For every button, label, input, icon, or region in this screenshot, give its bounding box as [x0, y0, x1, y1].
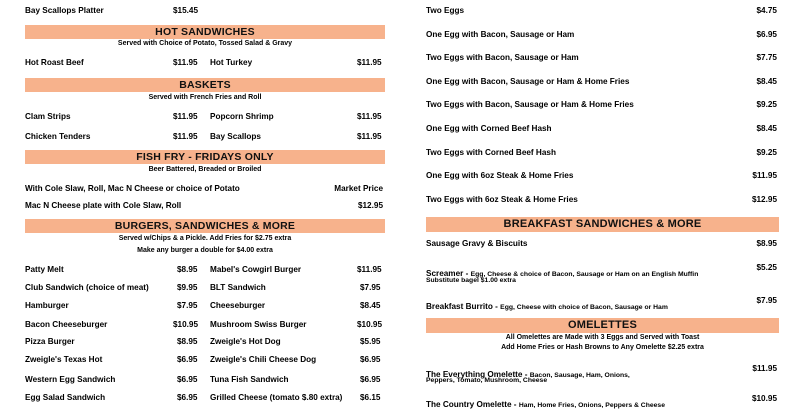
menu-item-name: Hot Roast Beef	[25, 58, 84, 67]
menu-item-price: $6.95	[177, 375, 198, 384]
menu-item-description: Bacon, Sausage, Ham, Onions,	[529, 372, 630, 379]
menu-item-name: The Country Omelette -	[426, 400, 519, 409]
menu-item-price: $6.95	[360, 355, 381, 364]
menu-item-name: Two Eggs with Corned Beef Hash	[426, 148, 556, 157]
section-subtitle: Add Home Fries or Hash Browns to Any Omelette $2.25 extra	[501, 344, 704, 351]
menu-item-price: $11.95	[357, 265, 382, 274]
menu-item-breakfast-burrito	[426, 296, 741, 314]
menu-item-price: $7.95	[756, 296, 777, 305]
menu-item-name: One Egg with Bacon, Sausage or Ham & Home Fries	[426, 77, 630, 86]
menu-item-price: $8.45	[756, 124, 777, 133]
menu-item-price: $11.95	[752, 364, 777, 373]
section-subtitle: All Omelettes are Made with 3 Eggs and Served with Toast	[505, 334, 700, 341]
menu-item-price: $12.95	[357, 201, 383, 210]
menu-item-name: Mac N Cheese plate with Cole Slaw, Roll	[25, 201, 182, 210]
menu-item-price: $8.95	[177, 265, 198, 274]
menu-item-name: Zweigle's Texas Hot	[25, 355, 103, 364]
menu-item-country-omelette	[426, 394, 741, 412]
menu-item-price: $11.95	[173, 132, 198, 141]
menu-item-name: Two Eggs with 6oz Steak & Home Fries	[426, 195, 578, 204]
menu-item-name: Breakfast Burrito -	[426, 302, 501, 311]
section-subtitle: Served with Choice of Potato, Tossed Salad & Gravy	[117, 40, 293, 47]
menu-item-name: Two Eggs with Bacon, Sausage or Ham	[426, 53, 579, 62]
section-header-hot-sandwiches: HOT SANDWICHES	[25, 25, 385, 39]
menu-item-name: Patty Melt	[25, 265, 64, 274]
menu-item-name: Hot Turkey	[210, 58, 253, 67]
menu-item-name: Clam Strips	[25, 112, 71, 121]
menu-item-price: $15.45	[173, 6, 199, 15]
menu-item-price: $11.95	[357, 58, 382, 67]
menu-item-price: $8.95	[756, 239, 777, 248]
menu-item-description: Ham, Home Fries, Onions, Peppers & Cheese	[518, 402, 665, 409]
menu-item-name: Hamburger	[25, 301, 69, 310]
menu-item-name: Tuna Fish Sandwich	[210, 375, 289, 384]
menu-item-price: $7.75	[756, 53, 777, 62]
menu-item-name: Bay Scallops Platter	[25, 6, 104, 15]
menu-item-name: Popcorn Shrimp	[210, 112, 274, 121]
menu-item-price: $6.15	[360, 393, 381, 402]
menu-item-price: $7.95	[360, 283, 381, 292]
menu-item-price: $10.95	[173, 320, 199, 329]
menu-item-price: $7.95	[177, 301, 198, 310]
menu-item-name: Western Egg Sandwich	[25, 375, 116, 384]
menu-item-price: $5.95	[360, 337, 381, 346]
menu-item-name: Two Eggs with Bacon, Sausage or Ham & Home Fries	[426, 100, 634, 109]
menu-item-name: The Everything Omelette -	[426, 370, 530, 379]
menu-item-description: Egg, Cheese & choice of Bacon, Sausage or Ham on an English Muffin	[470, 271, 699, 278]
menu-item-name: One Egg with Bacon, Sausage or Ham	[426, 30, 575, 39]
menu-item-name: One Egg with 6oz Steak & Home Fries	[426, 171, 574, 180]
menu-item-name: Chicken Tenders	[25, 132, 91, 141]
menu-item-price: $11.95	[173, 58, 198, 67]
menu-item-price: $9.25	[756, 100, 777, 109]
menu-item-name: Bacon Cheeseburger	[25, 320, 108, 329]
menu-item-price: $9.95	[177, 283, 198, 292]
menu-item-name: BLT Sandwich	[210, 283, 266, 292]
menu-item-name: Egg Salad Sandwich	[25, 393, 106, 402]
menu-item-description: Peppers, Tomato, Mushroom, Cheese	[426, 377, 548, 384]
menu-item-name: Grilled Cheese (tomato $.80 extra)	[210, 393, 343, 402]
menu-item-name: Mushroom Swiss Burger	[210, 320, 307, 329]
menu-item-price: $10.95	[751, 394, 777, 403]
menu-item-name: Zweigle's Hot Dog	[210, 337, 281, 346]
menu-item-name: Screamer -	[426, 269, 471, 278]
menu-item-price: $11.95	[357, 132, 382, 141]
menu-item-price: $8.95	[177, 337, 198, 346]
section-header-fish-fry: FISH FRY - FRIDAYS ONLY	[25, 150, 385, 164]
menu-item-price: $11.95	[173, 112, 198, 121]
menu-item-name: Mabel's Cowgirl Burger	[210, 265, 302, 274]
section-subtitle: Served with French Fries and Roll	[148, 94, 262, 101]
section-subtitle: Make any burger a double for $4.00 extra	[137, 247, 273, 254]
menu-item-price: $6.95	[360, 375, 381, 384]
menu-item-price: $9.25	[756, 148, 777, 157]
menu-item-price: $6.95	[177, 393, 198, 402]
menu-item-name: Bay Scallops	[210, 132, 261, 141]
menu-item-name: Club Sandwich (choice of meat)	[25, 283, 149, 292]
menu-item-price: $11.95	[752, 171, 777, 180]
menu-item-name: Two Eggs	[426, 6, 465, 15]
menu-item-name: Sausage Gravy & Biscuits	[426, 239, 528, 248]
menu-item-name: Cheeseburger	[210, 301, 266, 310]
menu-item-price: $8.45	[360, 301, 381, 310]
menu-item-name: One Egg with Corned Beef Hash	[426, 124, 552, 133]
menu-item-name: Zweigle's Chili Cheese Dog	[210, 355, 317, 364]
menu-item-name: With Cole Slaw, Roll, Mac N Cheese or choice of Potato	[25, 184, 240, 193]
menu-item-price: Market Price	[334, 184, 383, 193]
menu-item-price: $5.25	[756, 263, 777, 272]
menu-item-price: $11.95	[357, 112, 382, 121]
menu-item-note: Substitute bagel $1.00 extra	[426, 277, 516, 284]
section-subtitle: Served w/Chips & a Pickle. Add Fries for $2.75 extra	[118, 235, 292, 242]
section-header-breakfast-sandwiches: BREAKFAST SANDWICHES & MORE	[426, 217, 779, 232]
section-header-omelettes: OMELETTES	[426, 318, 779, 333]
section-header-baskets: BASKETS	[25, 78, 385, 92]
menu-item-price: $6.95	[177, 355, 198, 364]
menu-item-description: Egg, Cheese with choice of Bacon, Sausage or Ham	[500, 304, 668, 311]
menu-item-price: $10.95	[357, 320, 383, 329]
menu-item-price: $6.95	[756, 30, 777, 39]
menu-item-price: $12.95	[751, 195, 777, 204]
section-header-burgers: BURGERS, SANDWICHES & MORE	[25, 219, 385, 233]
section-subtitle: Beer Battered, Breaded or Broiled	[148, 166, 262, 173]
menu-item-name: Pizza Burger	[25, 337, 75, 346]
menu-item-price: $4.75	[756, 6, 777, 15]
menu-item-price: $8.45	[756, 77, 777, 86]
